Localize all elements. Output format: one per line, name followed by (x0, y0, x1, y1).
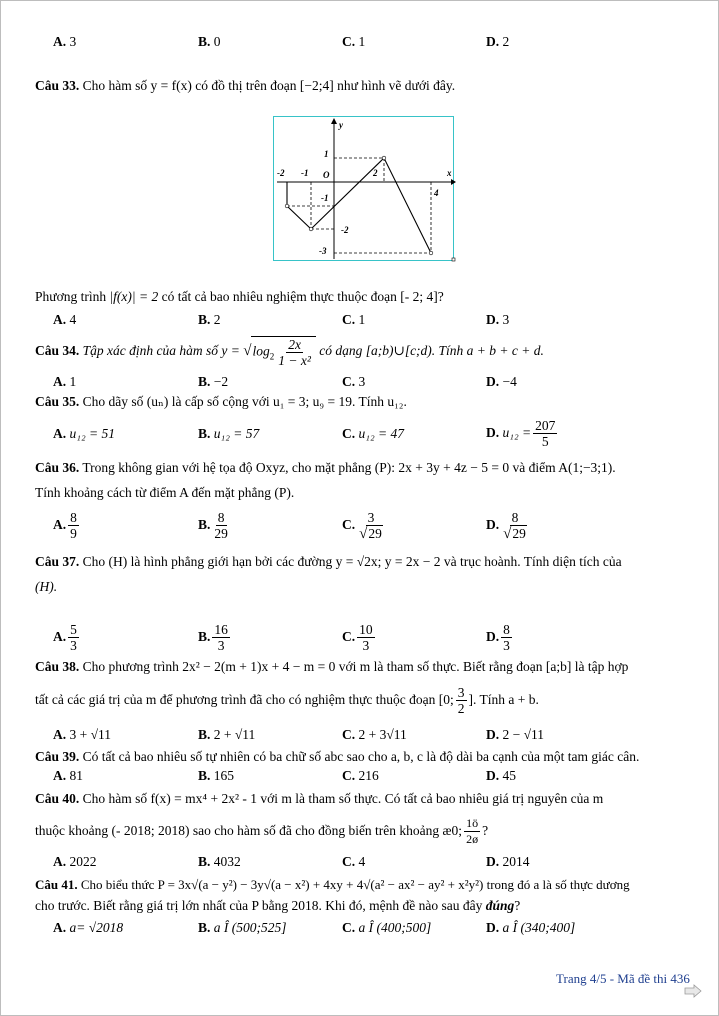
sqrt-sign: √ (243, 343, 252, 359)
option-text: u₁₂ = 57 (213, 426, 260, 441)
q38-option-a (53, 727, 111, 743)
option-letter: D. (486, 854, 500, 869)
question-text: có tất cả bao nhiêu nghiệm thực thuộc đoạn [- 2; 4]? (158, 289, 444, 304)
q35-option-d (486, 413, 559, 453)
q38-option-b (198, 727, 255, 743)
q38-stem-line1 (35, 659, 628, 675)
option-letter: B. (198, 920, 211, 935)
q37-option-c (342, 619, 377, 655)
option-text: 165 (213, 768, 235, 783)
option-text: 4 (69, 312, 77, 327)
question-text: Phương trình (35, 289, 110, 304)
q37-option-d (486, 619, 514, 655)
question-text: Cho (H) là hình phẳng giới hạn bởi các đường y = √2x; y = 2x − 2 và trục hoành. Tính diện tích của (82, 554, 622, 569)
question-text: Cho hàm số y = f(x) có đồ thị trên đoạn [−2;4] như hình vẽ dưới đây. (82, 78, 456, 93)
q33-option-a (53, 312, 76, 328)
q33-option-c (342, 312, 365, 328)
q39-option-c (342, 768, 379, 784)
option-text: 1 (69, 374, 77, 389)
q38-stem-line2 (35, 682, 539, 718)
option-text: 81 (69, 768, 83, 783)
option-letter: B. (198, 517, 211, 532)
q36-option-b (198, 507, 232, 543)
option-text: a Î (400;500] (358, 920, 432, 935)
question-text: tất cả các giá trị của m để phương trình đã cho có nghiệm thực thuộc đoạn (35, 692, 436, 707)
question-text: thuộc khoảng (- 2018; 2018) sao cho hàm số đã cho đồng biến trên khoảng (35, 823, 440, 838)
q35-option-c (342, 426, 404, 442)
q38-option-d (486, 727, 544, 743)
option-letter: A. (53, 854, 67, 869)
option-letter: D. (486, 629, 500, 644)
fraction-denominator: 5 (541, 434, 549, 450)
fraction-denominator: 3 (70, 638, 77, 654)
option-text: 2014 (502, 854, 530, 869)
q34-option-b (198, 374, 228, 390)
option-text: 4 (358, 854, 366, 869)
q40-option-a (53, 854, 97, 870)
option-letter: D. (486, 517, 500, 532)
option-letter: A. (53, 312, 67, 327)
question-number: Câu 37. (35, 554, 80, 569)
tick-label: -1 (321, 193, 329, 203)
fraction-numerator: 8 (70, 510, 77, 526)
fraction-numerator: 8 (503, 622, 510, 638)
q40-option-c (342, 854, 365, 870)
next-page-arrow-icon[interactable] (684, 984, 702, 998)
question-text: cho trước. Biết rằng giá trị lớn nhất của P bằng 2018. Khi đó, mệnh đề nào sau đây (35, 898, 486, 913)
question-text: Có tất cả bao nhiêu số tự nhiên có ba chữ số abc sao cho a, b, c là độ dài ba cạnh của một tam giác cân. (82, 749, 640, 764)
option-text: u₁₂ = (502, 425, 532, 440)
q39-option-b (198, 768, 234, 784)
option-text: a Î (340;400] (502, 920, 576, 935)
tick-label: -3 (319, 246, 327, 256)
equation: |f(x)| = 2 (109, 289, 159, 304)
option-letter: A. (53, 374, 67, 389)
q40-stem-line2 (35, 813, 488, 849)
option-text: 2 (502, 34, 510, 49)
graph-frame (274, 117, 454, 261)
fraction-numerator: 16 (214, 622, 228, 638)
option-text: 3 + √11 (69, 727, 112, 742)
interval-left: æ0; (442, 823, 463, 838)
option-text: 2 + √11 (213, 727, 256, 742)
option-letter: D. (486, 425, 500, 440)
fraction-denominator: 2 (457, 701, 465, 717)
q32-option-b (198, 34, 221, 50)
q41-option-a (53, 920, 123, 936)
q32-option-c (342, 34, 365, 50)
option-letter: B. (198, 854, 211, 869)
tick-label: 4 (434, 188, 439, 198)
option-letter: B. (198, 374, 211, 389)
option-text: 2 (213, 312, 221, 327)
question-number: Câu 41. (35, 877, 78, 892)
option-text: 2 + 3√11 (358, 727, 407, 742)
option-letter: A. (53, 727, 67, 742)
option-letter: A. (53, 629, 67, 644)
option-letter: D. (486, 34, 500, 49)
option-text: u₁₂ = 51 (69, 426, 115, 441)
q34-option-d (486, 374, 517, 390)
fraction-denominator: 2ø (466, 832, 479, 847)
q32-option-d (486, 34, 509, 50)
option-letter: C. (342, 426, 356, 441)
q36-stem-line1 (35, 460, 616, 476)
fraction-numerator: 2x (288, 336, 301, 352)
question-text: ? (514, 898, 521, 913)
question-number: Câu 34. (35, 343, 80, 358)
option-letter: A. (53, 426, 67, 441)
q35-option-a (53, 426, 115, 442)
option-text: 3 (358, 374, 366, 389)
question-number: Câu 33. (35, 78, 80, 93)
fraction-denominator: 1 − x² (278, 352, 311, 368)
q33-option-d (486, 312, 509, 328)
q41-option-d (486, 920, 575, 936)
question-text: Cho hàm số f(x) = mx⁴ + 2x² - 1 với m là tham số thực. Có tất cả bao nhiêu giá trị nguyên của m (82, 791, 604, 806)
option-letter: C. (342, 768, 356, 783)
question-text: Cho dãy số (uₙ) là cấp số cộng với u₁ = 3; u₉ = 19. Tính u₁₂. (82, 394, 407, 409)
q37-stem-line2 (35, 579, 57, 595)
q38-option-c (342, 727, 407, 743)
q40-option-b (198, 854, 241, 870)
option-letter: D. (486, 374, 500, 389)
q40-stem-line1 (35, 791, 603, 807)
option-letter: B. (198, 768, 211, 783)
interval-right: ? (482, 823, 489, 838)
option-text: u₁₂ = 47 (358, 426, 404, 441)
option-letter: C. (342, 920, 356, 935)
fraction-denominator: 29 (512, 525, 526, 541)
q40-option-d (486, 854, 530, 870)
option-letter: B. (198, 629, 211, 644)
q37-stem-line1 (35, 554, 622, 570)
fraction-numerator: 8 (217, 510, 225, 526)
q34-option-a (53, 374, 76, 390)
option-letter: A. (53, 34, 67, 49)
emphasis-text: đúng (485, 898, 515, 913)
q41-stem-line2 (35, 898, 520, 914)
q41-stem-line1 (35, 877, 630, 893)
log-base: 2 (269, 351, 275, 362)
option-letter: C. (342, 312, 356, 327)
q37-option-b (198, 619, 232, 655)
fraction-numerator: 10 (359, 622, 373, 638)
q36-option-d: D. $\frac{8}{√29}$ (486, 509, 526, 542)
q34-stem (35, 334, 544, 368)
option-text: 0 (213, 34, 221, 49)
option-text: −4 (502, 374, 517, 389)
fraction-denominator: 3 (217, 638, 225, 654)
q34-option-c (342, 374, 365, 390)
tick-label: -1 (301, 168, 309, 178)
tick-label: -2 (277, 168, 285, 178)
fraction-numerator: 3 (457, 685, 465, 701)
q36-option-a (53, 507, 81, 543)
option-letter: A. (53, 768, 67, 783)
option-letter: D. (486, 920, 500, 935)
q36-option-c: C. $\frac{3}{√29}$ (342, 509, 382, 542)
option-letter: C. (342, 374, 356, 389)
option-letter: C. (342, 34, 356, 49)
log-text: log (252, 343, 270, 359)
tick-label: -2 (341, 225, 349, 235)
option-letter: C. (342, 854, 356, 869)
q39-option-d (486, 768, 516, 784)
question-text: có dạng [a;b)∪[c;d). Tính a + b + c + d. (319, 343, 544, 358)
question-number: Câu 40. (35, 791, 80, 806)
option-letter: A. (53, 920, 67, 935)
question-text: Tập xác định của hàm số y = (82, 343, 240, 358)
question-text: Tính khoảng cách từ điểm A đến mặt phẳng (P). (35, 485, 295, 500)
option-text: 3 (69, 34, 77, 49)
q35-stem (35, 394, 407, 410)
q39-stem (35, 749, 639, 765)
fraction-denominator: 29 (368, 525, 382, 541)
option-letter: B. (198, 727, 211, 742)
question-text: Tính a + b. (479, 692, 539, 707)
fraction-denominator: 3 (362, 638, 370, 654)
q39-option-a (53, 768, 83, 784)
fraction-numerator: 1ö (466, 816, 479, 831)
question-text: Trong không gian với hệ tọa độ Oxyz, cho mặt phẳng (P): 2x + 3y + 4z − 5 = 0 và điểm A(1;−3;1). (82, 460, 616, 475)
q33-option-b (198, 312, 221, 328)
x-axis-label: x (447, 168, 452, 178)
page-footer: Trang 4/5 - Mã đề thi 436 (556, 971, 690, 986)
option-text: 2 − √11 (502, 727, 545, 742)
q41-option-c (342, 920, 431, 936)
fraction-numerator: 8 (511, 509, 519, 525)
option-letter: B. (198, 312, 211, 327)
option-text: a Î (500;525] (213, 920, 287, 935)
dashed-guides (287, 158, 431, 253)
option-letter: C. (342, 727, 356, 742)
fraction-denominator: 3 (503, 638, 510, 654)
option-text: 216 (358, 768, 379, 783)
y-axis-label: y (339, 120, 343, 130)
interval-right: ]. (468, 692, 477, 707)
option-text: 4032 (213, 854, 241, 869)
option-text: −2 (213, 374, 229, 389)
option-letter: A. (53, 517, 67, 532)
option-text: 3 (502, 312, 510, 327)
option-letter: C. (342, 517, 356, 532)
tick-label: 1 (324, 149, 329, 159)
question-text: Cho biểu thức P = 3x√(a − y²) − 3y√(a − x²) + 4xy + 4√(a² − ax² − ay² + x²y²) trong đó a là số thực dương (80, 877, 630, 892)
question-text: (H). (35, 579, 58, 594)
q37-option-a (53, 619, 81, 655)
option-letter: D. (486, 727, 500, 742)
q33-question (35, 289, 444, 305)
q33-stem (35, 78, 455, 94)
question-number: Câu 38. (35, 659, 80, 674)
option-text: 45 (502, 768, 516, 783)
option-letter: B. (198, 426, 211, 441)
option-text: 1 (358, 34, 366, 49)
graph-curve (287, 158, 431, 253)
option-text: a= √2018 (69, 920, 124, 935)
option-letter: C. (342, 629, 356, 644)
option-letter: D. (486, 312, 500, 327)
fraction-denominator: 29 (214, 526, 228, 542)
option-text: 1 (358, 312, 366, 327)
q41-option-b (198, 920, 287, 936)
q36-stem-line2 (35, 485, 294, 501)
question-number: Câu 39. (35, 749, 80, 764)
tick-label: 2 (373, 168, 378, 178)
interval-left: [0; (438, 692, 454, 707)
fraction-numerator: 3 (367, 509, 375, 525)
option-text: 2022 (69, 854, 97, 869)
fraction-numerator: 5 (70, 622, 77, 638)
option-letter: D. (486, 768, 500, 783)
option-letter: B. (198, 34, 211, 49)
origin-label: O (323, 170, 330, 180)
question-number: Câu 35. (35, 394, 80, 409)
question-number: Câu 36. (35, 460, 80, 475)
q32-option-a (53, 34, 76, 50)
q35-option-b (198, 426, 259, 442)
fraction-numerator: 207 (535, 418, 556, 434)
question-text: Cho phương trình 2x² − 2(m + 1)x + 4 − m = 0 với m là tham số thực. Biết rằng đoạn [a;b] là tập hợp (82, 659, 629, 674)
function-graph (273, 116, 456, 264)
fraction-denominator: 9 (70, 526, 77, 542)
